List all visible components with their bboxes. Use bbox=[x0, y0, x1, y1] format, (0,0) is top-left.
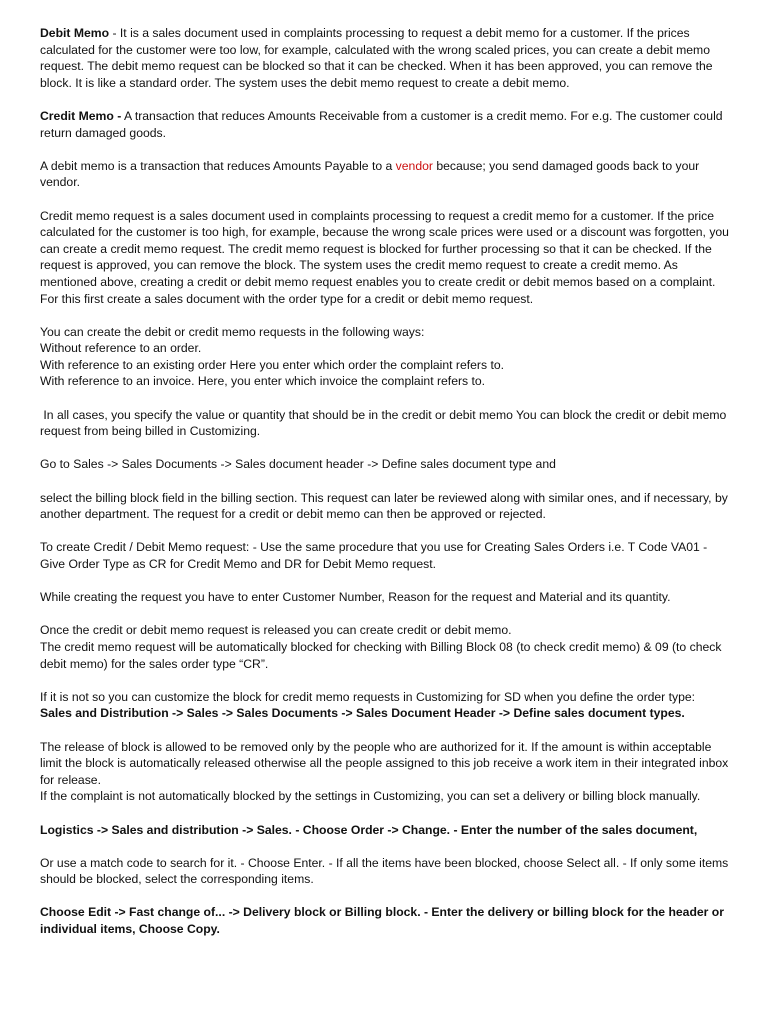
choose-edit-paragraph: Choose Edit -> Fast change of... -> Delivery block or Billing block. - Enter the delivery or billing block for the header or individual items, Choose Copy. bbox=[40, 905, 724, 937]
request-entry-paragraph: While creating the request you have to enter Customer Number, Reason for the request and Material and its quantity. bbox=[40, 590, 671, 605]
debit-memo-text: - It is a sales document used in complaints processing to request a debit memo for a customer. If the prices calculated for the customer were too low, for example, calculated with the wrong scaled prices, you can create a debit memo request. The debit memo request can be blocked so that it can be checked. When it has been approved, you can remove the block. It is like a standard order. The system uses the debit memo request to create a debit memo. bbox=[40, 26, 713, 90]
debit-memo-vendor-paragraph bbox=[40, 158, 732, 191]
request-ways-paragraph bbox=[40, 324, 732, 390]
match-code-paragraph: Or use a match code to search for it. - Choose Enter. - If all the items have been blocked, choose Select all. - If only some items should be blocked, select the corresponding items. bbox=[40, 855, 729, 887]
document-page bbox=[40, 25, 732, 954]
vendor-paragraph-start: A debit memo is a transaction that reduces Amounts Payable to a bbox=[40, 158, 396, 173]
customizing-text: If it is not so you can customize the block for credit memo requests in Customizing for SD when you define the order type: bbox=[40, 689, 696, 704]
manual-block-text: If the complaint is not automatically blocked by the settings in Customizing, you can set a delivery or billing block manually. bbox=[40, 789, 701, 804]
credit-memo-term: Credit Memo - bbox=[40, 108, 122, 123]
vendor-paragraph-end: because; you send damaged goods back to your vendor. bbox=[40, 158, 700, 190]
all-cases-paragraph: In all cases, you specify the value or quantity that should be in the credit or debit memo You can block the credit or debit memo request from being billed in Customizing. bbox=[40, 407, 730, 439]
request-way-item: With reference to an existing order Here you enter which order the complaint refers to. bbox=[40, 357, 505, 372]
block-release-paragraph bbox=[40, 739, 732, 805]
credit-memo-request-paragraph: Credit memo request is a sales document used in complaints processing to request a credit memo for a customer. If the price calculated for the customer is too high, for example, because the wrong scale prices were used or a discount was forgotten, you can create a credit memo request. The credit memo request is blocked for further processing so that it can be checked. If the request is approved, you can remove the block. The system uses the credit memo request to create a credit memo. As mentioned above, creating a credit or debit memo request enables you to create credit or debit memos based on a complaint. For this first create a sales document with the order type for a credit or debit memo request. bbox=[40, 208, 729, 306]
debit-memo-definition bbox=[40, 25, 732, 91]
create-request-paragraph: To create Credit / Debit Memo request: - Use the same procedure that you use for Creating Sales Orders i.e. T Code VA01 - Give Order Type as CR for Credit Memo and DR for Debit Memo request. bbox=[40, 540, 708, 571]
billing-block-line: The credit memo request will be automatically blocked for checking with Billing Block 08 (to check credit memo) & 09 (to check debit memo) for the sales order type “CR”. bbox=[40, 639, 722, 671]
debit-memo-term: Debit Memo bbox=[40, 26, 110, 40]
billing-block-paragraph: select the billing block field in the billing section. This request can later be reviewed along with similar ones, and if necessary, by another department. The request for a credit or debit memo can then be approved or rejected. bbox=[40, 490, 728, 522]
request-way-item: Without reference to an order. bbox=[40, 341, 202, 356]
block-release-text: The release of block is allowed to be removed only by the people who are authorized for it. If the amount is within acceptable limit the block is automatically released otherwise all the people assigned to this job receive a work item in their integrated inbox for release. bbox=[40, 739, 729, 787]
menu-path-paragraph: Go to Sales -> Sales Documents -> Sales document header -> Define sales document type and bbox=[40, 457, 556, 472]
customizing-path: Sales and Distribution -> Sales -> Sales Documents -> Sales Document Header -> Define sales document types. bbox=[40, 706, 685, 721]
release-line: Once the credit or debit memo request is released you can create credit or debit memo. bbox=[40, 623, 512, 638]
logistics-path-paragraph: Logistics -> Sales and distribution -> Sales. - Choose Order -> Change. - Enter the number of the sales document, bbox=[40, 822, 698, 837]
customizing-paragraph bbox=[40, 689, 732, 722]
request-way-item: With reference to an invoice. Here, you enter which invoice the complaint refers to. bbox=[40, 374, 486, 389]
release-paragraph bbox=[40, 622, 732, 672]
credit-memo-text: A transaction that reduces Amounts Receivable from a customer is a credit memo. For e.g. The customer could return damaged goods. bbox=[40, 108, 723, 140]
vendor-link[interactable]: vendor bbox=[395, 158, 433, 173]
request-ways-intro: You can create the debit or credit memo requests in the following ways: bbox=[40, 324, 425, 339]
credit-memo-definition bbox=[40, 108, 732, 141]
